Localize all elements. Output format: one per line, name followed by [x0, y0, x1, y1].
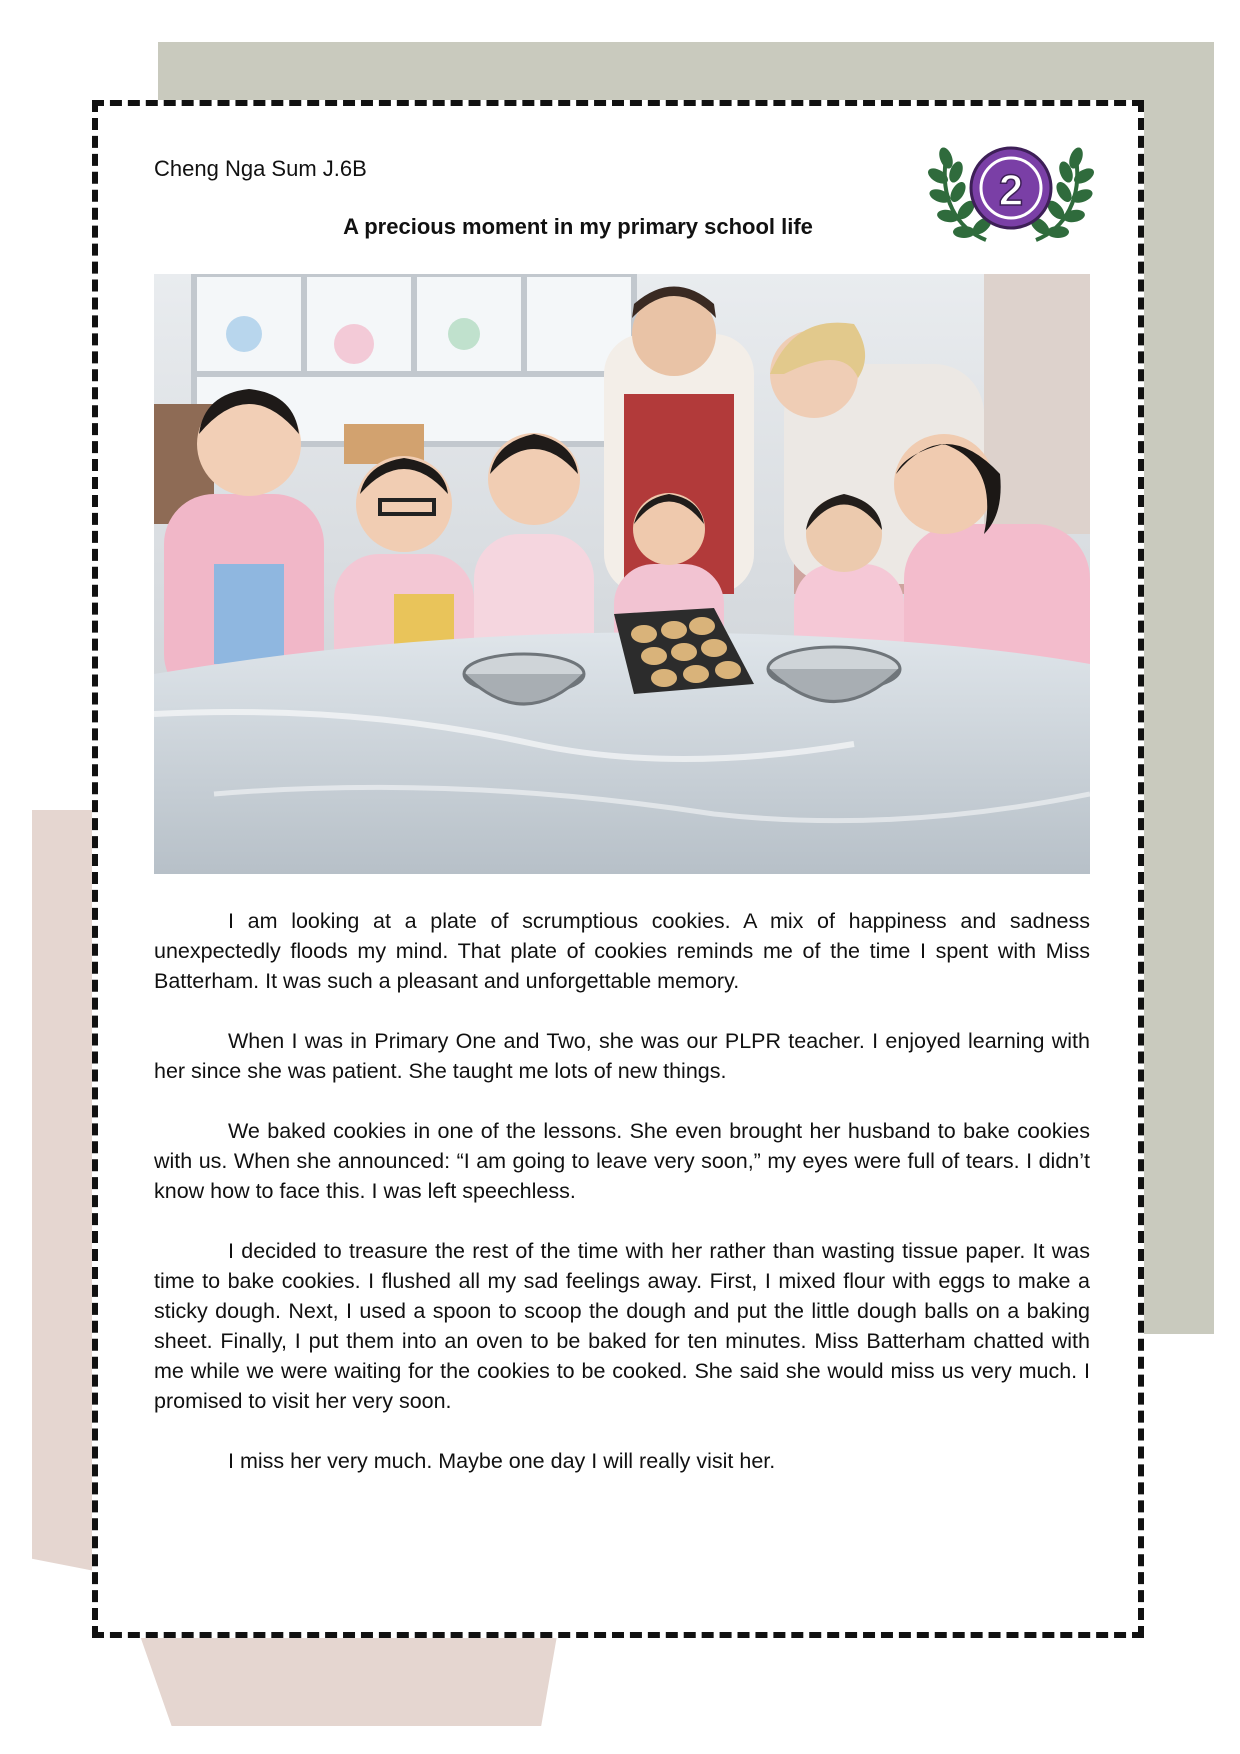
badge-number: 2	[998, 166, 1024, 215]
essay-body	[154, 906, 1090, 1506]
background-pink-shape-bottom	[138, 1630, 558, 1726]
photo-children-baking-cookies-icon	[154, 274, 1090, 874]
author-line: Cheng Nga Sum J.6B	[154, 156, 367, 181]
essay-paragraph-5: I miss her very much. Maybe one day I will really visit her.	[228, 1449, 776, 1473]
rank-badge-icon	[926, 128, 1096, 252]
class-photo	[154, 274, 1090, 874]
essay-paragraph-2: When I was in Primary One and Two, she was our PLPR teacher. I enjoyed learning with her since she was patient. She taught me lots of new things.	[154, 1029, 1090, 1083]
essay-paragraph-1: I am looking at a plate of scrumptious cookies. A mix of happiness and sadness unexpectedly floods my mind. That plate of cookies reminds me of the time I spent with Miss Batterham. It was such a pleasant and unforgettable memory.	[154, 909, 1090, 993]
essay-sheet	[92, 100, 1144, 1638]
essay-title: A precious moment in my primary school life	[343, 214, 813, 239]
essay-paragraph-4: I decided to treasure the rest of the time with her rather than wasting tissue paper. It was time to bake cookies. I flushed all my sad feelings away. First, I mixed flour with eggs to make a sticky dough. Next, I used a spoon to scoop the dough and put the little dough balls on a baking sheet. Finally, I put them into an oven to be baked for ten minutes. Miss Batterham chatted with me while we were waiting for the cookies to be cooked. She said she would miss us very much. I promised to visit her very soon.	[154, 1239, 1090, 1413]
essay-paragraph-3: We baked cookies in one of the lessons. She even brought her husband to bake cookies with us. When she announced: “I am going to leave very soon,” my eyes were full of tears. I didn’t know how to face this. I was left speechless.	[154, 1119, 1090, 1203]
